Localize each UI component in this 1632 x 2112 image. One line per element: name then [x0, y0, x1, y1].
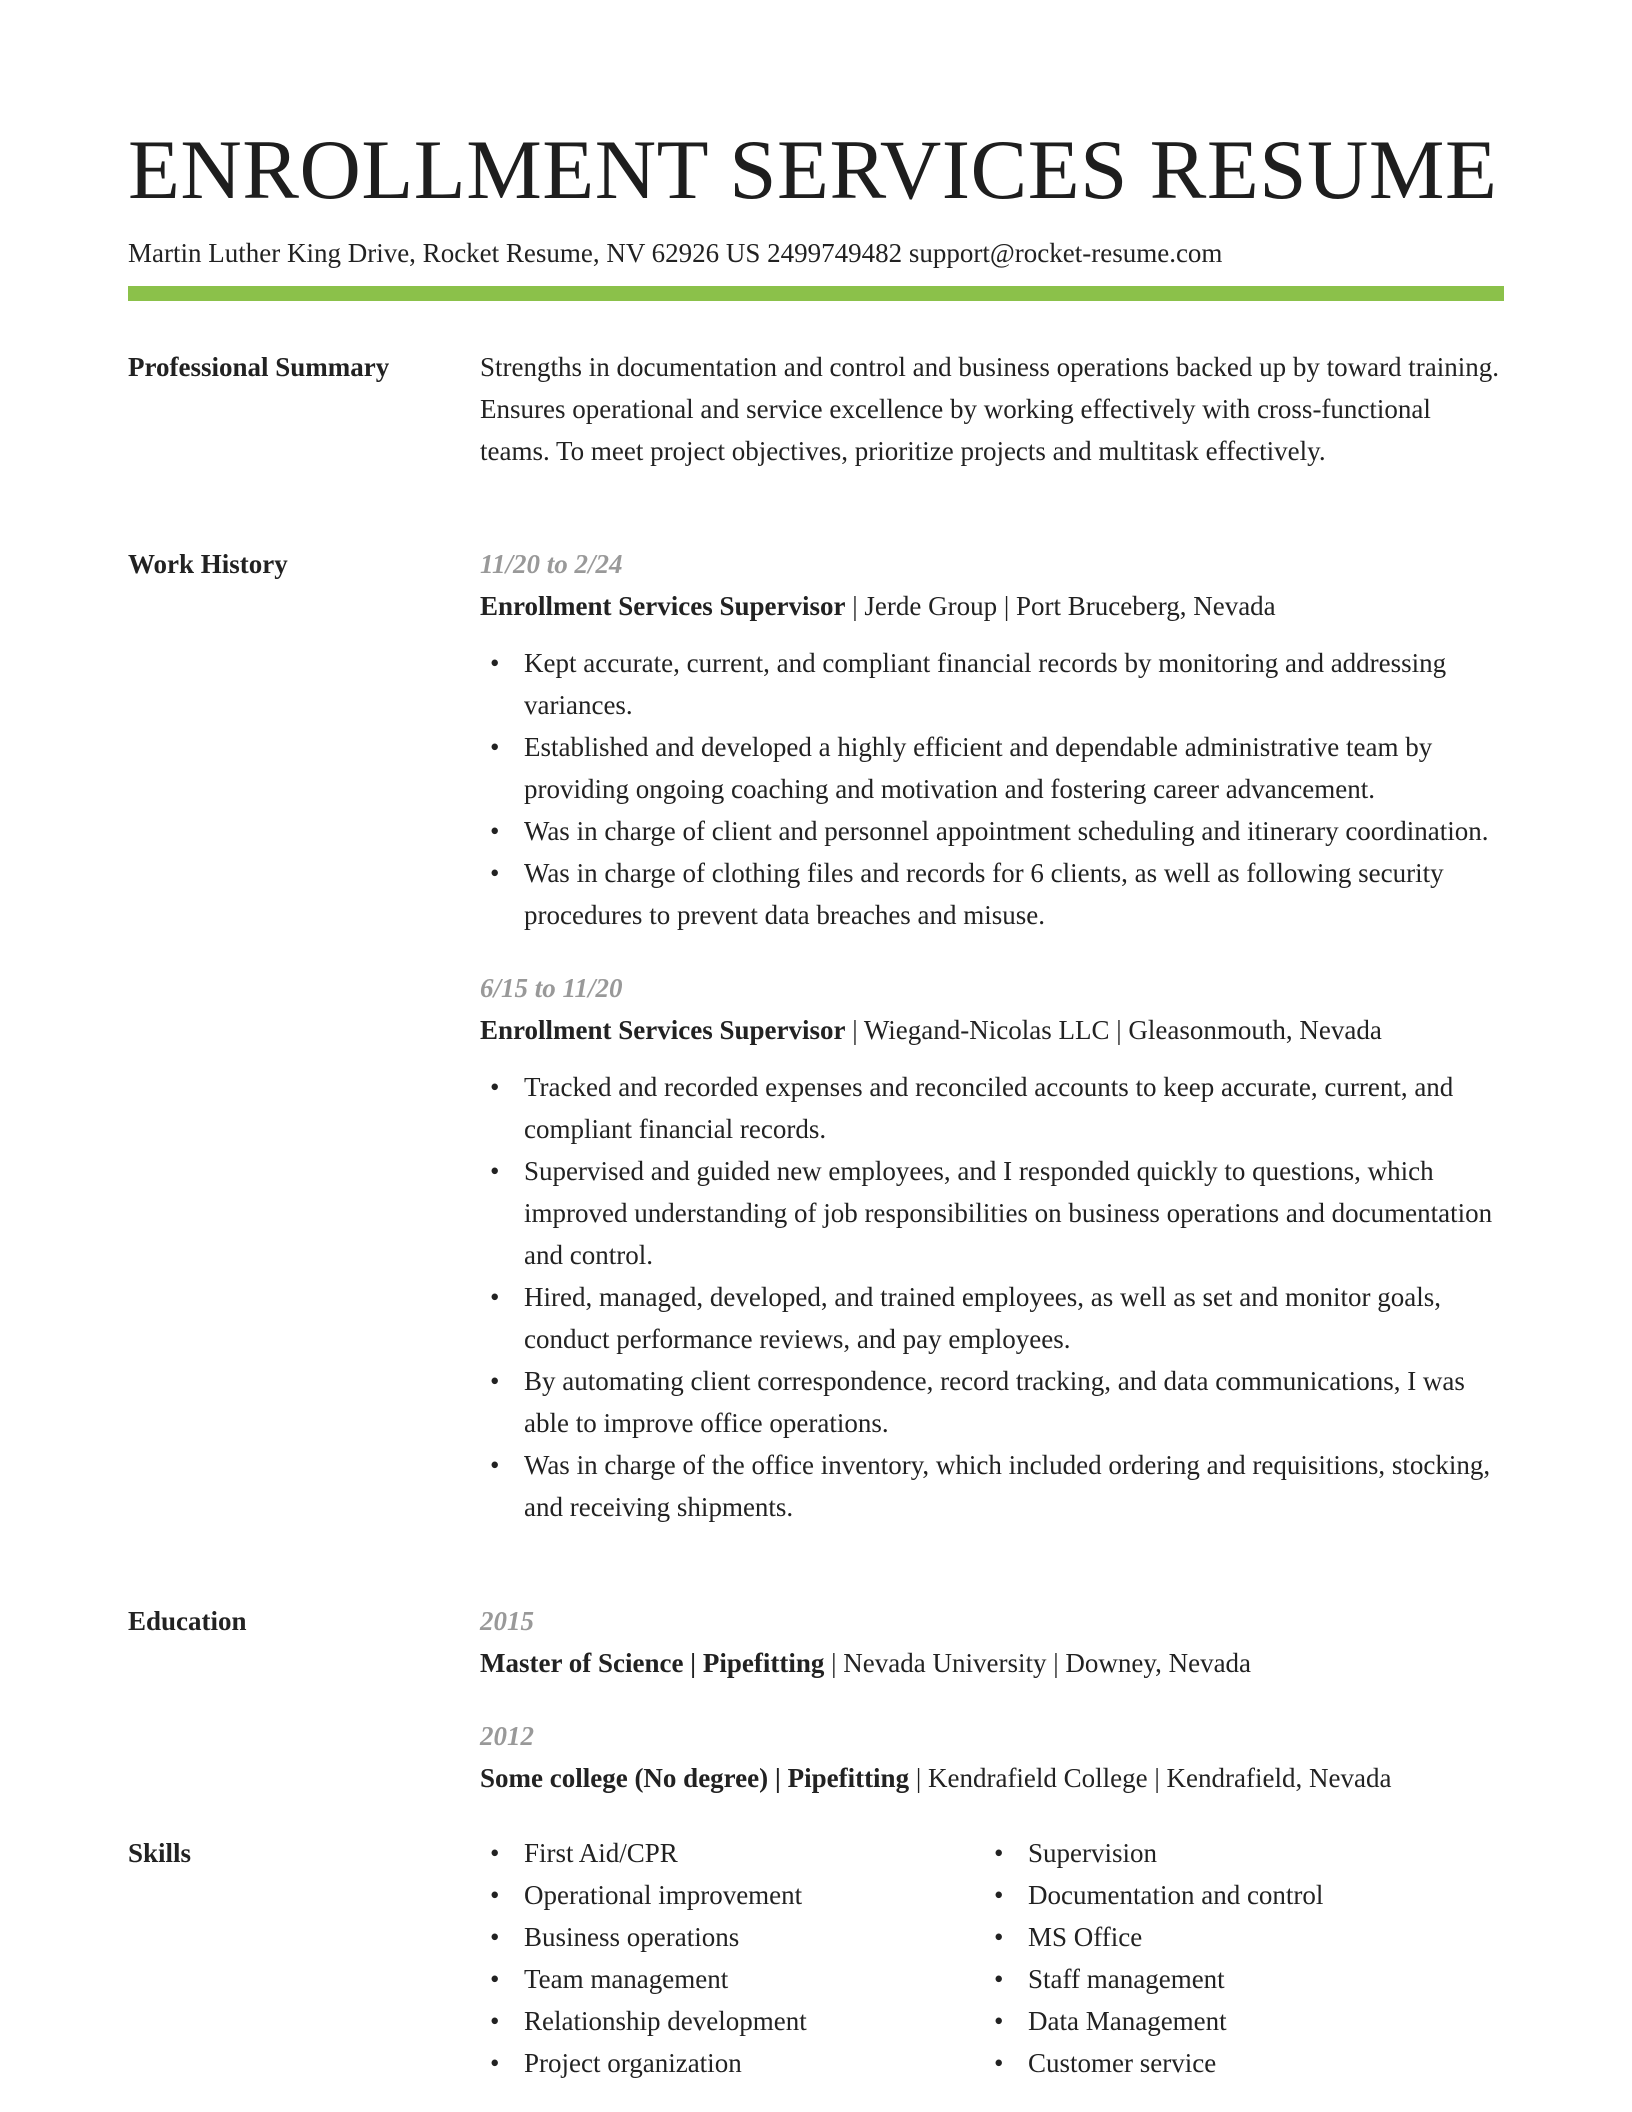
skill-item: • Business operations	[480, 1916, 984, 1958]
skill-item: • Staff management	[984, 1958, 1488, 2000]
education-details: | Kendrafield College | Kendrafield, Nevada	[909, 1763, 1392, 1793]
skill-item: • Data Management	[984, 2000, 1488, 2042]
accent-divider	[128, 286, 1504, 301]
skill-item: • Relationship development	[480, 2000, 984, 2042]
summary-label: Professional Summary	[128, 352, 390, 382]
skill-item: • Supervision	[984, 1832, 1488, 1874]
job-role	[480, 1009, 1504, 1051]
job-entry	[480, 543, 1504, 936]
job-dates: 6/15 to 11/20	[480, 973, 623, 1003]
work-history-body	[480, 543, 1504, 1559]
job-bullet: • Was in charge of clothing files and records for 6 clients, as well as following security procedures to prevent data breaches and misuse.	[480, 852, 1504, 936]
summary-body	[480, 346, 1504, 472]
education-year: 2012	[480, 1721, 534, 1751]
skills-list-right	[984, 1832, 1488, 2084]
education-degree: Master of Science | Pipefitting	[480, 1648, 825, 1678]
work-history-label: Work History	[128, 549, 288, 579]
summary-text: Strengths in documentation and control and business operations backed up by toward training. Ensures operational and service excellence by working effectively with cross-functional teams. To meet project objectives, prioritize projects and multitask effectively.	[480, 352, 1500, 466]
job-title: Enrollment Services Supervisor	[480, 591, 846, 621]
skill-item: • Documentation and control	[984, 1874, 1488, 1916]
education-body	[480, 1600, 1504, 1830]
contact-line: Martin Luther King Drive, Rocket Resume, NV 62926 US 2499749482 support@rocket-resume.com	[128, 238, 1223, 268]
resume-header	[128, 118, 1504, 272]
education-entry	[480, 1600, 1504, 1684]
skill-item: • MS Office	[984, 1916, 1488, 1958]
education-year: 2015	[480, 1606, 534, 1636]
job-bullet: • Was in charge of client and personnel appointment scheduling and itinerary coordination.	[480, 810, 1504, 852]
job-details: | Wiegand-Nicolas LLC | Gleasonmouth, Nevada	[845, 1015, 1382, 1045]
skill-item: • Customer service	[984, 2042, 1488, 2084]
resume-title: ENROLLMENT SERVICES RESUME	[128, 123, 1498, 217]
education-details: | Nevada University | Downey, Nevada	[824, 1648, 1252, 1678]
job-title: Enrollment Services Supervisor	[480, 1015, 846, 1045]
skills-label: Skills	[128, 1838, 192, 1868]
education-degree-line	[480, 1757, 1504, 1799]
education-entry	[480, 1715, 1504, 1799]
job-bullet: • Supervised and guided new employees, and I responded quickly to questions, which improved understanding of job responsibilities on business operations and documentation and control.	[480, 1150, 1504, 1276]
job-bullet: • Was in charge of the office inventory, which included ordering and requisitions, stocking, and receiving shipments.	[480, 1444, 1504, 1528]
job-bullet: • By automating client correspondence, record tracking, and data communications, I was able to improve office operations.	[480, 1360, 1504, 1444]
job-bullet: • Tracked and recorded expenses and reconciled accounts to keep accurate, current, and compliant financial records.	[480, 1066, 1504, 1150]
job-bullet: • Kept accurate, current, and compliant financial records by monitoring and addressing variances.	[480, 642, 1504, 726]
job-bullets	[480, 1066, 1504, 1528]
skills-list-left	[480, 1832, 984, 2084]
skills-body	[480, 1832, 1504, 2084]
job-dates: 11/20 to 2/24	[480, 549, 623, 579]
skill-item: • Project organization	[480, 2042, 984, 2084]
skill-item: • Team management	[480, 1958, 984, 2000]
job-bullets	[480, 642, 1504, 936]
skill-item: • Operational improvement	[480, 1874, 984, 1916]
job-role	[480, 585, 1504, 627]
job-bullet: • Hired, managed, developed, and trained employees, as well as set and monitor goals, conduct performance reviews, and pay employees.	[480, 1276, 1504, 1360]
job-entry	[480, 967, 1504, 1528]
skill-item: • First Aid/CPR	[480, 1832, 984, 1874]
job-bullet: • Established and developed a highly efficient and dependable administrative team by providing ongoing coaching and motivation and fostering career advancement.	[480, 726, 1504, 810]
education-degree: Some college (No degree) | Pipefitting	[480, 1763, 910, 1793]
job-details: | Jerde Group | Port Bruceberg, Nevada	[845, 591, 1276, 621]
education-degree-line	[480, 1642, 1504, 1684]
skills-columns	[480, 1832, 1504, 2084]
education-label: Education	[128, 1606, 247, 1636]
